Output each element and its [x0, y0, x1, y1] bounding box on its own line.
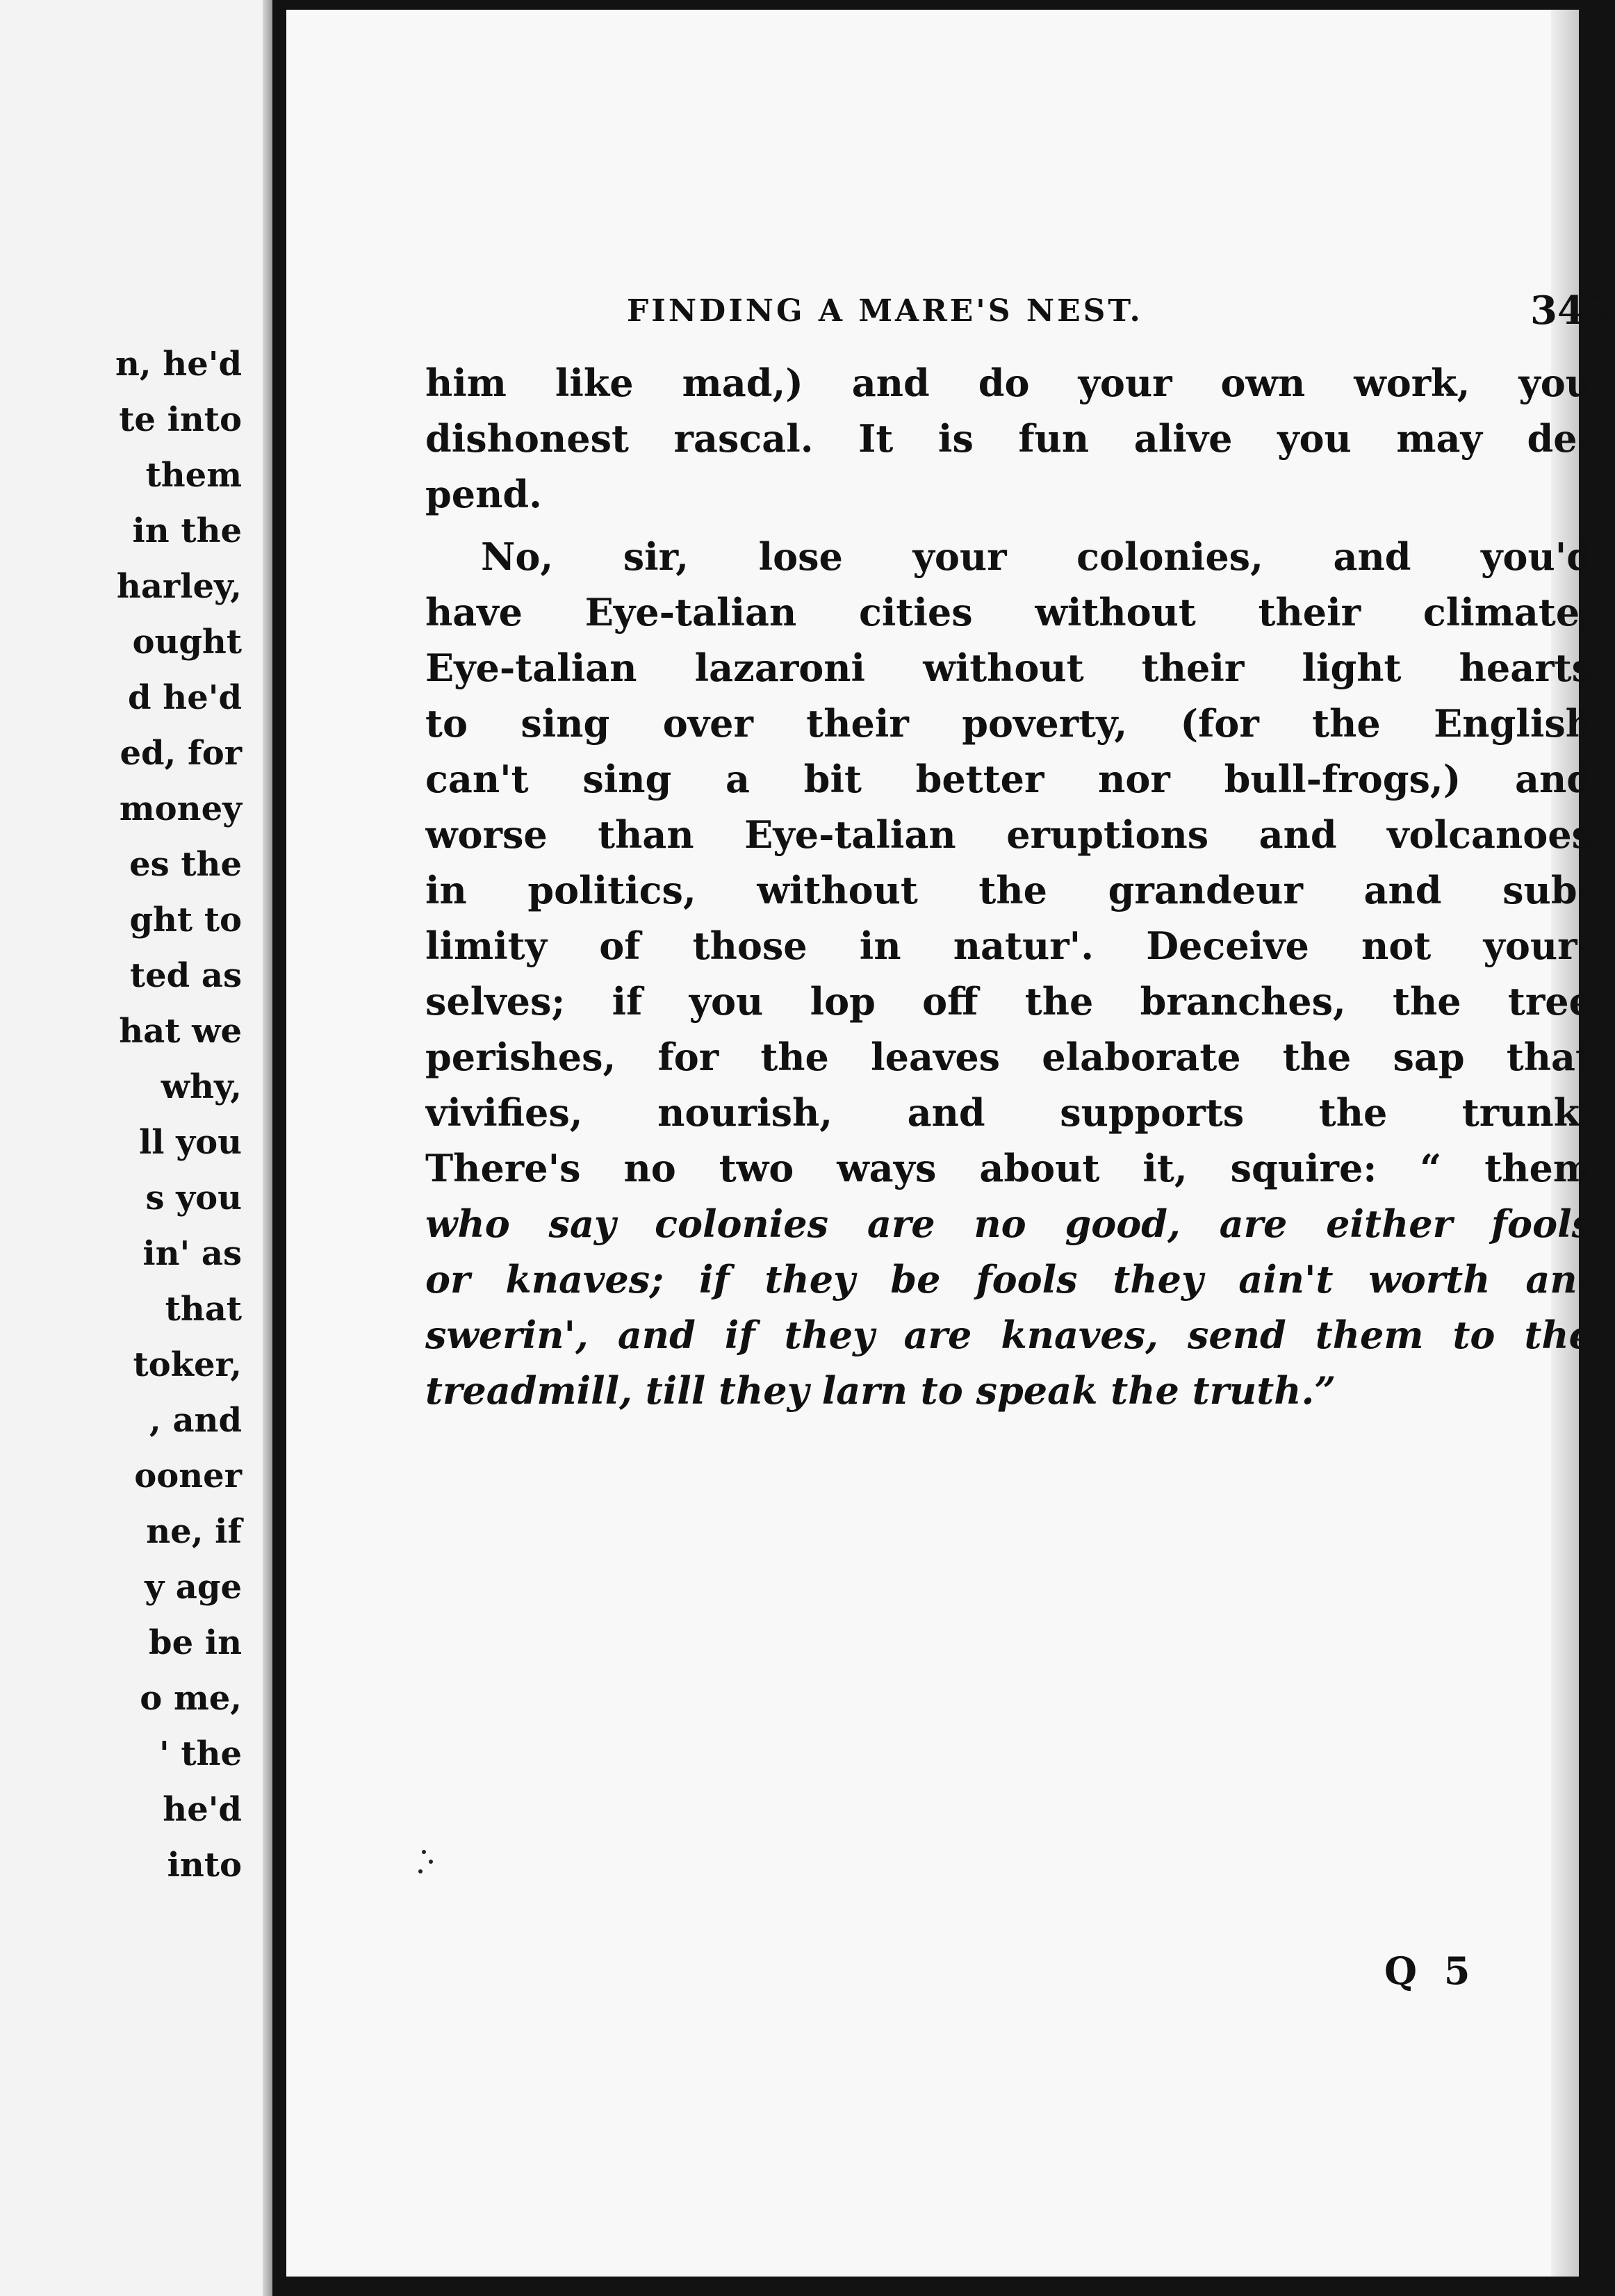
- left-text-line: ' the: [158, 1735, 242, 1773]
- right-page: [286, 10, 1612, 2277]
- left-text-line: o me,: [140, 1679, 242, 1718]
- page-number: 345: [1530, 288, 1612, 334]
- left-text-line: harley,: [116, 567, 242, 606]
- body-line: vivifies, nourish, and supports the trunk.: [425, 1094, 1593, 1135]
- paragraph-start-line: No, sir, lose your colonies, and you'd: [481, 538, 1593, 579]
- body-line: can't sing a bit better nor bull-frogs,) and: [425, 760, 1593, 801]
- left-text-line: ne, if: [146, 1512, 242, 1551]
- right-page-edge: [1551, 10, 1579, 2277]
- speck-mark: [429, 1860, 433, 1864]
- left-text-line: them: [145, 456, 242, 495]
- left-text-line: ed, for: [120, 734, 242, 773]
- signature-mark: Q 5: [1384, 1949, 1477, 1993]
- italic-quote-line: who say colonies are no good, are either fools: [425, 1205, 1593, 1246]
- left-text-line: that: [165, 1290, 242, 1329]
- body-line: him like mad,) and do your own work, you: [425, 364, 1593, 405]
- left-text-line: te into: [119, 400, 242, 439]
- body-line: to sing over their poverty, (for the English: [425, 705, 1593, 746]
- left-text-line: n, he'd: [115, 345, 242, 384]
- left-page-fragment: [0, 0, 272, 2296]
- italic-quote-line: swerin', and if they are knaves, send them to the: [425, 1316, 1593, 1357]
- running-title: FINDING A MARE'S NEST.: [627, 293, 1143, 329]
- running-header: [627, 288, 1612, 336]
- left-text-line: ll you: [139, 1123, 242, 1162]
- left-text-line: into: [167, 1846, 242, 1885]
- body-line: in politics, without the grandeur and sub-: [425, 871, 1593, 912]
- left-text-line: y age: [145, 1568, 242, 1607]
- left-text-line: d he'd: [128, 678, 242, 717]
- body-line: worse than Eye-talian eruptions and volcanoes: [425, 816, 1593, 857]
- body-line: Eye-talian lazaroni without their light hearts: [425, 649, 1593, 690]
- left-text-line: ooner: [134, 1457, 242, 1495]
- left-text-line: ted as: [129, 956, 242, 995]
- speck-mark: [418, 1869, 423, 1873]
- left-text-line: in' as: [142, 1234, 242, 1273]
- left-text-line: hat we: [119, 1012, 242, 1051]
- left-text-line: ght to: [129, 901, 242, 940]
- italic-quote-line: or knaves; if they be fools they ain't worth an-: [425, 1261, 1593, 1302]
- left-text-line: , and: [149, 1401, 242, 1440]
- left-text-line: ought: [132, 623, 242, 662]
- speck-mark: [422, 1850, 426, 1854]
- body-line: have Eye-talian cities without their climate,: [425, 593, 1593, 634]
- body-line: pend.: [425, 472, 542, 516]
- left-text-line: s you: [145, 1179, 242, 1217]
- left-text-line: toker,: [133, 1345, 242, 1384]
- left-page-edge: [263, 0, 272, 2296]
- left-text-line: be in: [149, 1623, 242, 1662]
- left-text-line: why,: [161, 1067, 242, 1106]
- body-line: There's no two ways about it, squire: “ them: [425, 1149, 1593, 1190]
- body-line: perishes, for the leaves elaborate the sap that: [425, 1038, 1593, 1079]
- body-line: dishonest rascal. It is fun alive you may de-: [425, 420, 1593, 461]
- left-text-line: in the: [132, 511, 242, 550]
- body-line: selves; if you lop off the branches, the tree: [425, 983, 1593, 1024]
- body-line: limity of those in natur'. Deceive not your-: [425, 927, 1593, 968]
- left-text-line: he'd: [163, 1790, 242, 1829]
- italic-quote-line: treadmill, till they larn to speak the truth.”: [425, 1368, 1336, 1413]
- left-text-line: es the: [129, 845, 242, 884]
- left-text-line: money: [119, 789, 242, 828]
